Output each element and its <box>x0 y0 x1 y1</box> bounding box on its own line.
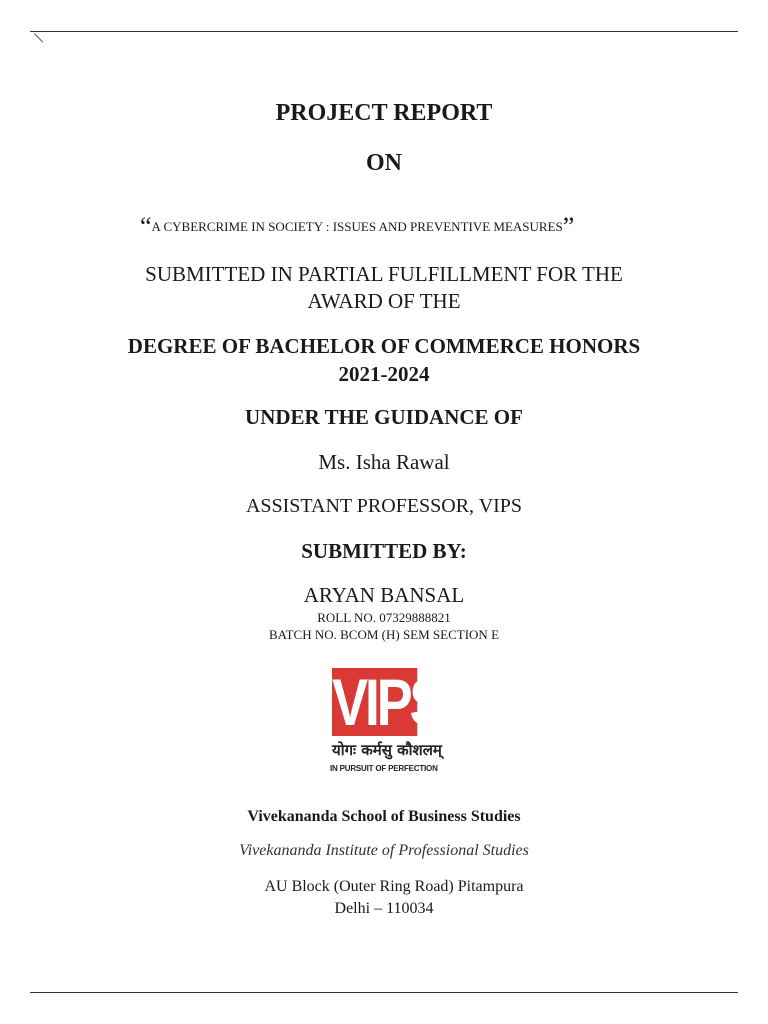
guidance-heading: UNDER THE GUIDANCE OF <box>245 405 523 429</box>
logo-wordmark: VIPS <box>332 665 443 739</box>
top-rule <box>30 31 738 32</box>
open-quote: “ <box>140 212 152 241</box>
school-name: Vivekananda School of Business Studies <box>247 808 521 825</box>
bottom-rule <box>30 992 738 993</box>
institute-name: Vivekananda Institute of Professional Studies <box>239 842 529 859</box>
degree-name: DEGREE OF BACHELOR OF COMMERCE HONORS <box>127 334 641 358</box>
close-quote: ” <box>562 212 575 241</box>
guide-designation: ASSISTANT PROFESSOR, VIPS <box>245 495 523 517</box>
report-title: PROJECT REPORT <box>275 100 493 126</box>
corner-mark <box>34 25 52 43</box>
address-line-2: Delhi – 110034 <box>334 900 434 917</box>
report-on: ON <box>366 150 402 176</box>
guide-name: Ms. Isha Rawal <box>318 450 450 474</box>
vips-logo <box>302 660 462 780</box>
topic-text: A CYBERCRIME IN SOCIETY : ISSUES AND PREVENTIVE MEASURES <box>151 219 563 234</box>
address-line-1: AU Block (Outer Ring Road) Pitampura <box>264 878 524 895</box>
submitted-line-2: AWARD OF THE <box>307 289 461 313</box>
roll-number: ROLL NO. 07329888821 <box>317 610 451 625</box>
batch-number: BATCH NO. BCOM (H) SEM SECTION E <box>268 627 500 642</box>
logo-tagline: IN PURSUIT OF PERFECTION <box>330 764 438 773</box>
logo-motto: योगः कर्मसु कौशलम् <box>332 741 442 759</box>
student-name: ARYAN BANSAL <box>303 583 465 607</box>
degree-year: 2021-2024 <box>338 362 430 386</box>
submitted-by-heading: SUBMITTED BY: <box>301 539 467 563</box>
report-topic <box>140 212 680 242</box>
submitted-line-1: SUBMITTED IN PARTIAL FULFILLMENT FOR THE <box>145 262 623 286</box>
